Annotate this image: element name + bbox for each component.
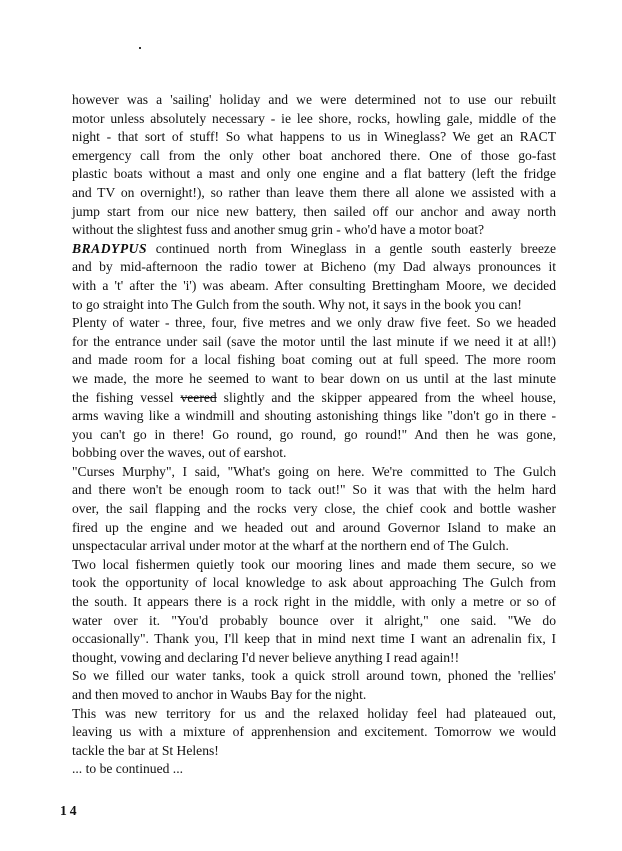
text-line: and made room for a local fishing boat coming out at full speed. The more room xyxy=(72,352,556,368)
text-line: bobbing over the waves, out of earshot. xyxy=(72,445,287,461)
boat-line-rest: continued north from Wineglass in a gentle south easterly breeze xyxy=(147,240,556,256)
text-line: tackle the bar at St Helens! xyxy=(72,742,219,758)
speck-mark xyxy=(139,47,141,49)
text-line: we made, the more he seemed to want to bear down on us until at the last minute xyxy=(72,370,556,386)
text-line: occasionally". Thank you, I'll keep that in mind next time I want an adrenalin fix, I xyxy=(72,631,556,647)
veered-line-rest: slightly and the skipper appeared from the wheel house, xyxy=(216,389,556,405)
text-line-boat xyxy=(72,240,556,259)
text-line: water over it. "You'd probably bounce over it alright," one said. "We do xyxy=(72,612,556,628)
text-line: and by mid-afternoon the radio tower at Bicheno (my Dad always pronounces it xyxy=(72,259,556,275)
text-line: plastic boats without a mast and only one engine and a flat battery (left the fridge xyxy=(72,166,556,182)
text-line: for the entrance under sail (save the motor until the last minute if we need it at all!) xyxy=(72,333,556,349)
text-line-veered xyxy=(72,389,556,408)
page-number: 14 xyxy=(60,803,80,818)
text-line: This was new territory for us and the relaxed holiday feel had plateaued out, xyxy=(72,705,556,721)
text-line: Two local fishermen quietly took our mooring lines and made them secure, so we xyxy=(72,556,556,572)
text-line: arms waving like a windmill and shouting astonishing things like "don't go in there - xyxy=(72,408,556,424)
text-line: over, the sail flapping and the rocks very close, the chief cook and bottle washer xyxy=(72,501,556,517)
text-line: the south. It appears there is a rock right in the middle, with only a metre or so of xyxy=(72,594,556,610)
text-line: "Curses Murphy", I said, "What's going on here. We're committed to The Gulch xyxy=(72,463,556,479)
veered-line-start: the fishing vessel xyxy=(72,389,181,405)
text-line: however was a 'sailing' holiday and we were determined not to use our rebuilt xyxy=(72,92,556,107)
text-line: motor unless absolutely necessary - ie lee shore, rocks, howling gale, middle of the xyxy=(72,110,556,126)
text-line: Plenty of water - three, four, five metres and we only draw five feet. So we headed xyxy=(72,315,556,331)
text-line: and then moved to anchor in Waubs Bay for the night. xyxy=(72,687,367,702)
text-line: night - that sort of stuff! So what happens to us in Wineglass? We get an RACT xyxy=(72,129,556,145)
text-line: thought, vowing and declaring I'd never believe anything I read again!! xyxy=(72,649,460,665)
continued-note: ... to be continued ... xyxy=(72,761,183,777)
boat-name: BRADYPUS xyxy=(72,240,148,256)
text-line: unspectacular arrival under motor at the wharf at the northern end of The Gulch. xyxy=(72,538,509,554)
text-line: leaving us with a mixture of apprenhension and excitement. Tomorrow we would xyxy=(72,724,556,740)
text-line: So we filled our water tanks, took a quick stroll around town, phoned the 'rellies' xyxy=(72,668,556,684)
struck-word: veered xyxy=(180,389,217,405)
text-line: took the opportunity of local knowledge to ask about approaching The Gulch from xyxy=(72,575,556,591)
text-line: to go straight into The Gulch from the south. Why not, it says in the book you can! xyxy=(72,296,522,312)
text-line: and there won't be enough room to tack out!" So it was that with the helm hard xyxy=(72,482,556,498)
text-line: emergency call from the only other boat anchored there. One of those go-fast xyxy=(72,147,556,163)
text-line: jump start from our nice new battery, then sailed off our anchor and away north xyxy=(72,203,556,219)
text-line: with a 't' after the 'i') was abeam. After consulting Brettingham Moore, we decided xyxy=(72,277,556,293)
text-line: you can't go in there! Go round, go round, go round!" And then he was gone, xyxy=(72,426,556,442)
text-line: fired up the engine and we headed out and around Governor Island to make an xyxy=(72,519,556,535)
text-line: without the slightest fuss and another smug grin - who'd have a motor boat? xyxy=(72,222,485,238)
article-body xyxy=(72,91,556,779)
text-line: and TV on overnight!), so rather than leave them there all alone we assisted with a xyxy=(72,184,556,200)
